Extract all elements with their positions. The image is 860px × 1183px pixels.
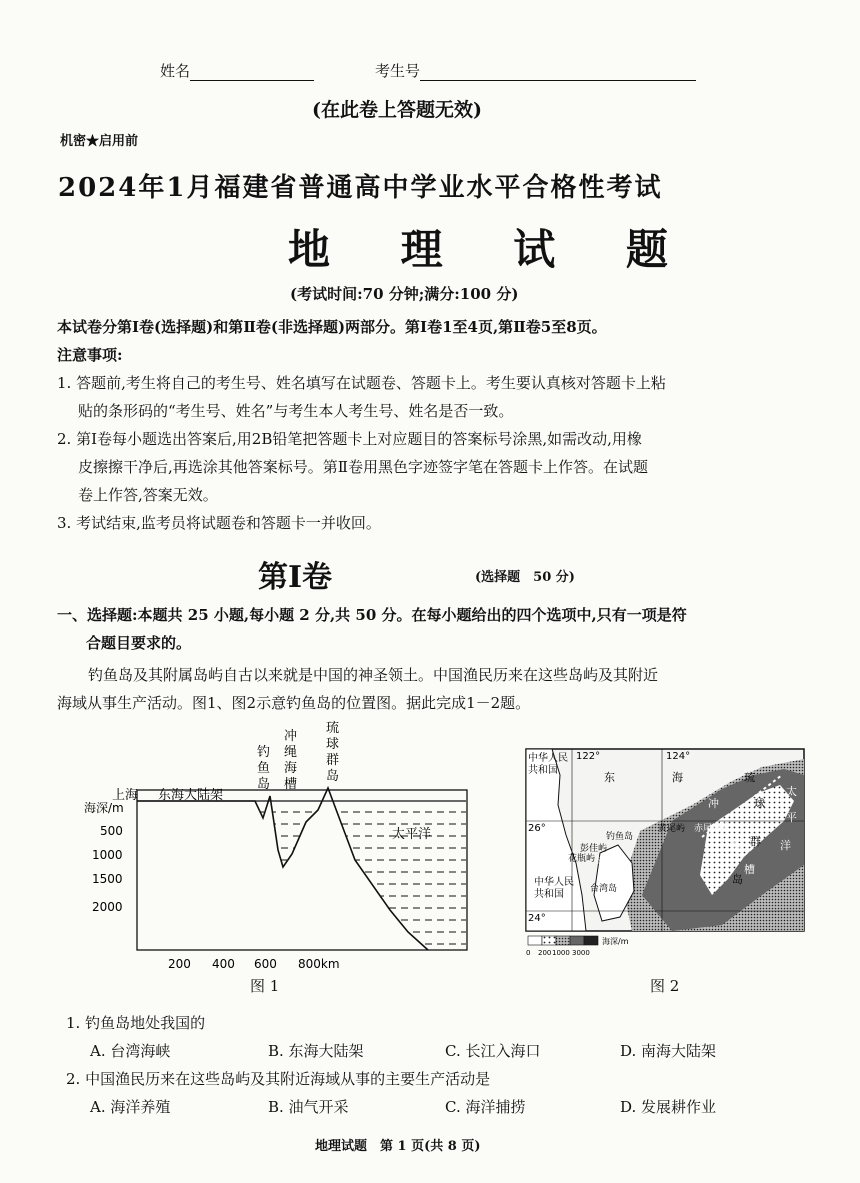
svg-text:槽: 槽 — [744, 863, 755, 876]
label-pacific: 太平洋 — [392, 827, 432, 842]
figure-1-frame — [137, 790, 467, 950]
svg-text:太: 太 — [786, 785, 797, 798]
note-1-line-2: 贴的条形码的“考生号、姓名”与考生本人考生号、姓名是否一致。 — [78, 402, 514, 420]
label-taiwan: 台湾岛 — [590, 884, 618, 894]
svg-text:平: 平 — [786, 811, 797, 824]
svg-text:岛: 岛 — [732, 873, 743, 886]
x-ticks — [168, 957, 340, 971]
svg-text:绳: 绳 — [718, 821, 729, 834]
label-mianhua: 棉花屿 — [596, 856, 624, 866]
svg-text:钓: 钓 — [257, 745, 271, 760]
label-ryukyu-islands — [326, 721, 339, 784]
note-1-line-1: 1. 答题前,考生将自己的考生号、姓名填写在试题卷、答题卡上。考生要认真核对答题卡上粘 — [57, 374, 666, 392]
note-2-line-1: 2. 第Ⅰ卷每小题选出答案后,用2B铅笔把答题卡上对应题目的答案标号涂黑,如需改动,用橡 — [57, 430, 642, 448]
question-2-stem: 2. 中国渔民历来在这些岛屿及其附近海域从事的主要生产活动是 — [66, 1070, 491, 1088]
x-tick: 200 — [168, 957, 191, 971]
page-footer: 地理试题 第 1 页(共 8 页) — [315, 1139, 481, 1154]
invalid-notice: (在此卷上答题无效) — [312, 99, 482, 121]
question-2-option-b[interactable]: B. 油气开采 — [268, 1098, 349, 1116]
figure-1-profile — [70, 720, 480, 1000]
svg-text:鱼: 鱼 — [257, 761, 271, 776]
question-2-option-c[interactable]: C. 海洋捕捞 — [445, 1098, 526, 1116]
svg-text:群: 群 — [750, 835, 761, 848]
legend-tick: 200 — [538, 949, 552, 957]
exam-info: (考试时间:70 分钟;满分:100 分) — [290, 285, 519, 303]
instructions-line-1: 一、选择题:本题共 25 小题,每小题 2 分,共 50 分。在每小题给出的四个选项中,只有一项是符 — [57, 606, 687, 624]
note-3: 3. 考试结束,监考员将试题卷和答题卡一并收回。 — [57, 514, 381, 532]
y-tick: 2000 — [92, 900, 123, 914]
label-east-char: 东 — [604, 771, 615, 784]
x-tick: 600 — [254, 957, 277, 971]
label-chiwei: 赤尾屿 — [694, 824, 722, 834]
svg-text:海: 海 — [284, 761, 298, 776]
question-1-stem: 1. 钓鱼岛地处我国的 — [66, 1014, 206, 1032]
svg-text:冲: 冲 — [708, 797, 719, 810]
label-okinawa-trough — [284, 728, 297, 792]
label-huangwei: 黄尾屿 — [658, 824, 686, 834]
legend-unit: 海深/m — [602, 937, 629, 946]
section-1-note: (选择题 50 分) — [475, 570, 575, 585]
latitude-26: 26° — [528, 823, 546, 834]
exam-number-label: 考生号 — [375, 60, 696, 81]
legend-tick: 0 — [526, 949, 531, 957]
svg-text:绳: 绳 — [284, 745, 298, 760]
label-shanghai: 上海 — [112, 788, 139, 803]
svg-text:共和国: 共和国 — [528, 765, 558, 776]
label-sea-char: 海 — [672, 771, 683, 784]
exam-number-blank[interactable] — [420, 62, 696, 81]
svg-text:琉: 琉 — [744, 771, 755, 784]
label-diaoyu-island — [257, 745, 270, 792]
instructions-line-2: 合题目要求的。 — [86, 634, 192, 652]
question-2-option-d[interactable]: D. 发展耕作业 — [620, 1098, 717, 1116]
svg-text:球: 球 — [326, 737, 340, 752]
y-ticks — [92, 824, 123, 914]
y-tick: 1000 — [92, 848, 123, 862]
svg-text:冲: 冲 — [284, 729, 298, 744]
svg-text:中华人民: 中华人民 — [534, 877, 574, 888]
label-pengjia: 彭佳屿 — [580, 844, 608, 854]
subject-title: 地 理 试 题 — [288, 225, 696, 274]
note-2-line-3: 卷上作答,答案无效。 — [78, 486, 218, 504]
svg-text:球: 球 — [754, 797, 765, 810]
longitude-122: 122° — [576, 751, 601, 762]
svg-text:岛: 岛 — [257, 777, 271, 792]
question-1-option-c[interactable]: C. 长江入海口 — [445, 1042, 541, 1060]
x-tick: 400 — [212, 957, 235, 971]
svg-text:共和国: 共和国 — [534, 889, 564, 900]
name-label: 姓名 — [160, 60, 314, 81]
svg-text:中华人民: 中华人民 — [528, 753, 568, 764]
passage-line-2: 海域从事生产活动。图1、图2示意钓鱼岛的位置图。据此完成1－2题。 — [57, 694, 531, 712]
question-1-option-a[interactable]: A. 台湾海峡 — [90, 1042, 171, 1060]
secret-mark: 机密★启用前 — [60, 134, 139, 149]
svg-text:琉: 琉 — [326, 721, 340, 736]
question-1-option-d[interactable]: D. 南海大陆架 — [620, 1042, 717, 1060]
svg-text:岛: 岛 — [326, 769, 340, 784]
notes-heading: 注意事项: — [57, 346, 123, 364]
figure-2-map — [522, 745, 812, 960]
name-blank[interactable] — [190, 62, 314, 81]
passage-line-1: 钓鱼岛及其附属岛屿自古以来就是中国的神圣领土。中国渔民历来在这些岛屿及其附近 — [88, 666, 659, 684]
y-tick: 500 — [100, 824, 123, 838]
section-1-title: 第Ⅰ卷 — [258, 560, 333, 595]
label-east-china-sea-shelf: 东海大陆架 — [158, 788, 224, 803]
svg-text:群: 群 — [326, 753, 340, 768]
svg-text:槽: 槽 — [284, 777, 298, 792]
y-tick: 1500 — [92, 872, 123, 886]
question-1-option-b[interactable]: B. 东海大陆架 — [268, 1042, 364, 1060]
longitude-124: 124° — [666, 751, 691, 762]
note-2-line-2: 皮擦擦干净后,再选涂其他答案标号。第Ⅱ卷用黑色字迹签字笔在答题卡上作答。在试题 — [78, 458, 648, 476]
svg-text:海: 海 — [732, 841, 743, 854]
x-tick: 800km — [298, 957, 340, 971]
legend-tick: 1000 — [552, 949, 570, 957]
intro-text: 本试卷分第Ⅰ卷(选择题)和第Ⅱ卷(非选择题)两部分。第Ⅰ卷1至4页,第Ⅱ卷5至8页。 — [57, 318, 607, 336]
figure-2-caption: 图 2 — [650, 977, 680, 995]
latitude-24: 24° — [528, 913, 546, 924]
map-legend — [526, 936, 629, 957]
exam-title: 2024年1月福建省普通高中学业水平合格性考试 — [58, 173, 663, 203]
label-huaping: 花瓶屿 — [568, 854, 596, 864]
figure-1-caption: 图 1 — [250, 977, 280, 995]
label-diaoyu: 钓鱼岛 — [606, 832, 634, 842]
legend-tick: 3000 — [572, 949, 590, 957]
y-axis-label: 海深/m — [84, 801, 124, 815]
question-2-option-a[interactable]: A. 海洋养殖 — [90, 1098, 171, 1116]
svg-text:洋: 洋 — [780, 839, 791, 852]
